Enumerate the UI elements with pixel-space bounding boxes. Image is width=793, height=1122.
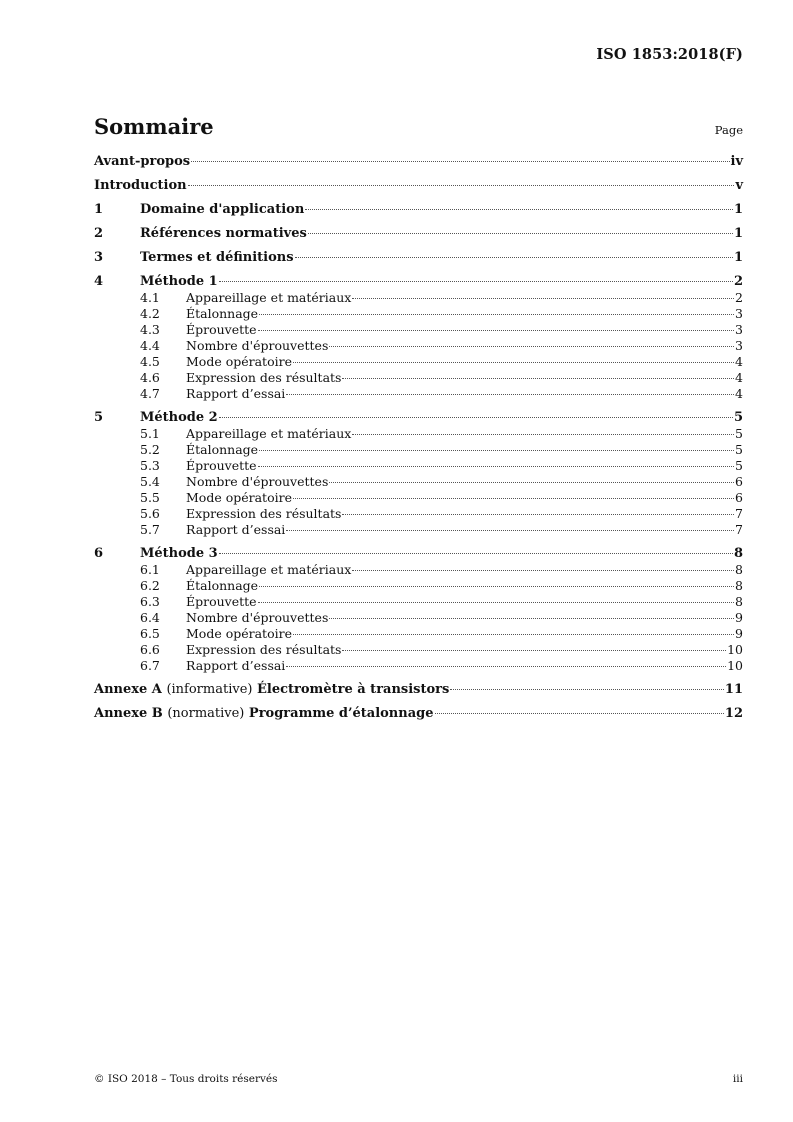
toc-entry-title: Appareillage et matériaux — [186, 426, 352, 441]
toc-entry-page: 8 — [735, 562, 743, 577]
toc-entry-page: 8 — [733, 546, 743, 561]
dot-leader — [329, 345, 734, 347]
toc-entry-number: 4.2 — [140, 306, 160, 321]
toc-entry-number: 4.3 — [140, 322, 160, 337]
toc-subentry[interactable] — [94, 426, 743, 442]
toc-entry-number: 6 — [94, 546, 104, 561]
dot-leader — [259, 585, 734, 587]
toc-entry-number: 2 — [94, 226, 104, 241]
toc-annex-entry[interactable] — [94, 682, 743, 698]
annex-title: Programme d’étalonnage — [248, 706, 434, 721]
toc-entry-page: 5 — [735, 426, 743, 441]
toc-entry-page: iv — [730, 154, 743, 169]
toc-subentry[interactable] — [94, 490, 743, 506]
toc-entry-page: 3 — [735, 322, 743, 337]
toc-entry-title: Expression des résultats — [186, 370, 342, 385]
toc-entry-title: Avant-propos — [94, 154, 191, 169]
toc-entry-page: 4 — [735, 386, 743, 401]
toc-entry-page: 4 — [735, 354, 743, 369]
toc-entry[interactable] — [94, 226, 743, 242]
dot-leader — [293, 361, 734, 363]
toc-entry-number: 6.1 — [140, 562, 160, 577]
dot-leader — [342, 513, 734, 515]
toc-entry[interactable] — [94, 546, 743, 562]
toc-entry-page: 6 — [735, 490, 743, 505]
page-footer — [94, 1073, 743, 1085]
toc-subentry[interactable] — [94, 562, 743, 578]
toc-entry-title: Étalonnage — [186, 578, 259, 593]
toc-entry-title: Nombre d'éprouvettes — [186, 610, 329, 625]
toc-subentry[interactable] — [94, 322, 743, 338]
toc-entry-number: 5 — [94, 410, 104, 425]
toc-subentry[interactable] — [94, 474, 743, 490]
toc-entry-page: 1 — [733, 226, 743, 241]
toc-entry-page: 9 — [735, 626, 743, 641]
toc-subentry[interactable] — [94, 338, 743, 354]
dot-leader — [259, 313, 734, 315]
toc-entry-page: 9 — [735, 610, 743, 625]
toc-entry-page: 1 — [733, 202, 743, 217]
toc-entry-page: 3 — [735, 306, 743, 321]
toc-entry-number: 1 — [94, 202, 104, 217]
footer-copyright: © ISO 2018 – Tous droits réservés — [94, 1073, 278, 1085]
toc-entry-page: 4 — [735, 370, 743, 385]
toc-entry-page: 2 — [735, 290, 743, 305]
toc-entry-title: Appareillage et matériaux — [186, 290, 352, 305]
toc-subentry[interactable] — [94, 354, 743, 370]
toc-subentry[interactable] — [94, 458, 743, 474]
toc-entry[interactable] — [94, 274, 743, 290]
toc-entry-number: 5.2 — [140, 442, 160, 457]
toc-entry-number: 6.7 — [140, 658, 160, 673]
toc-entry-title: Termes et définitions — [140, 250, 294, 265]
toc-entry-title: Références normatives — [140, 226, 307, 241]
toc-entry-page: 3 — [735, 338, 743, 353]
annex-label: Annexe B — [94, 706, 163, 721]
toc-entry-number: 6.2 — [140, 578, 160, 593]
toc-subentry[interactable] — [94, 522, 743, 538]
dot-leader — [352, 433, 734, 435]
footer-page-number: iii — [732, 1073, 743, 1085]
toc-entry[interactable] — [94, 250, 743, 266]
toc-entry-number: 4.5 — [140, 354, 160, 369]
toc-entry-title: Rapport d’essai — [186, 522, 286, 537]
toc-subentry[interactable] — [94, 626, 743, 642]
toc-entry-title: Éprouvette — [186, 322, 257, 337]
toc-entry-title: Expression des résultats — [186, 642, 342, 657]
toc-subentry[interactable] — [94, 290, 743, 306]
dot-leader — [258, 465, 734, 467]
toc-entry-number: 6.3 — [140, 594, 160, 609]
toc-entry-page: 6 — [735, 474, 743, 489]
toc-entry-number: 5.6 — [140, 506, 160, 521]
toc-entry-page: 8 — [735, 594, 743, 609]
dot-leader — [308, 232, 733, 234]
dot-leader — [259, 449, 734, 451]
dot-leader — [188, 184, 735, 186]
toc-entry-number: 5.7 — [140, 522, 160, 537]
toc-annex-entry[interactable] — [94, 706, 743, 722]
toc-entry-page: 5 — [735, 442, 743, 457]
toc-subentry[interactable] — [94, 370, 743, 386]
toc-entry-page: 7 — [735, 506, 743, 521]
toc-entry-number: 6.5 — [140, 626, 160, 641]
table-of-contents — [94, 154, 743, 722]
annex-qualifier: (normative) — [167, 706, 245, 721]
toc-entry-title: Nombre d'éprouvettes — [186, 474, 329, 489]
toc-heading — [94, 114, 743, 139]
toc-entry-number: 5.3 — [140, 458, 160, 473]
toc-entry[interactable] — [94, 202, 743, 218]
dot-leader — [286, 665, 726, 667]
dot-leader — [342, 377, 734, 379]
annex-title: Électromètre à transistors — [257, 682, 450, 697]
toc-entry[interactable] — [94, 178, 743, 194]
dot-leader — [329, 617, 734, 619]
toc-entry-title: Domaine d'application — [140, 202, 305, 217]
toc-entry-page: 12 — [724, 706, 743, 721]
dot-leader — [219, 416, 733, 418]
dot-leader — [295, 256, 733, 258]
toc-title: Sommaire — [94, 114, 214, 139]
dot-leader — [219, 552, 733, 554]
toc-subentry[interactable] — [94, 306, 743, 322]
toc-entry-number: 4.7 — [140, 386, 160, 401]
dot-leader — [352, 569, 734, 571]
toc-entry-page: 10 — [727, 642, 743, 657]
toc-entry-page: 2 — [733, 274, 743, 289]
annex-qualifier: (informative) — [166, 682, 253, 697]
toc-entry-number: 5.4 — [140, 474, 160, 489]
toc-entry-title: Nombre d'éprouvettes — [186, 338, 329, 353]
toc-entry-page: 5 — [733, 410, 743, 425]
document-reference: ISO 1853:2018(F) — [596, 46, 743, 63]
toc-entry-page: 11 — [724, 682, 743, 697]
toc-subentry[interactable] — [94, 658, 743, 674]
toc-entry-page: 5 — [735, 458, 743, 473]
toc-entry-number: 6.6 — [140, 642, 160, 657]
toc-entry-number: 4.4 — [140, 338, 160, 353]
toc-page-column-label: Page — [714, 123, 743, 137]
dot-leader — [293, 497, 734, 499]
toc-entry-page: 8 — [735, 578, 743, 593]
toc-entry-title: Mode opératoire — [186, 490, 292, 505]
dot-leader — [450, 688, 724, 690]
toc-entry-page: 7 — [735, 522, 743, 537]
dot-leader — [352, 297, 734, 299]
toc-entry-title: Méthode 3 — [140, 546, 218, 561]
dot-leader — [286, 393, 734, 395]
toc-entry-number: 3 — [94, 250, 104, 265]
dot-leader — [258, 329, 734, 331]
toc-subentry[interactable] — [94, 610, 743, 626]
toc-subentry[interactable] — [94, 642, 743, 658]
toc-entry-number: 4.6 — [140, 370, 160, 385]
toc-entry-title: Introduction — [94, 178, 187, 193]
toc-subentry[interactable] — [94, 442, 743, 458]
toc-subentry[interactable] — [94, 386, 743, 402]
dot-leader — [258, 601, 734, 603]
toc-entry-title: Éprouvette — [186, 458, 257, 473]
annex-label: Annexe A — [94, 682, 162, 697]
toc-entry-title: Rapport d’essai — [186, 658, 286, 673]
toc-entry-page: 10 — [727, 658, 743, 673]
toc-subentry[interactable] — [94, 578, 743, 594]
toc-entry-title: Mode opératoire — [186, 354, 292, 369]
dot-leader — [435, 712, 724, 714]
toc-entry-number: 5.5 — [140, 490, 160, 505]
toc-entry-title: Étalonnage — [186, 442, 259, 457]
toc-entry-title: Étalonnage — [186, 306, 259, 321]
toc-entry[interactable] — [94, 410, 743, 426]
toc-entry-number: 4.1 — [140, 290, 160, 305]
toc-entry-page: v — [735, 178, 743, 193]
toc-subentry[interactable] — [94, 506, 743, 522]
dot-leader — [305, 208, 733, 210]
dot-leader — [219, 280, 733, 282]
toc-entry-title: Appareillage et matériaux — [186, 562, 352, 577]
toc-entry-title: Méthode 2 — [140, 410, 218, 425]
dot-leader — [191, 160, 729, 162]
toc-entry[interactable] — [94, 154, 743, 170]
toc-entry-number: 5.1 — [140, 426, 160, 441]
toc-entry-page: 1 — [733, 250, 743, 265]
dot-leader — [342, 649, 726, 651]
dot-leader — [286, 529, 734, 531]
toc-entry-title: Méthode 1 — [140, 274, 218, 289]
toc-entry-title: Éprouvette — [186, 594, 257, 609]
toc-entry-number: 6.4 — [140, 610, 160, 625]
toc-entry-title: Mode opératoire — [186, 626, 292, 641]
toc-entry-number: 4 — [94, 274, 104, 289]
toc-entry-title: Rapport d’essai — [186, 386, 286, 401]
toc-subentry[interactable] — [94, 594, 743, 610]
dot-leader — [293, 633, 734, 635]
toc-entry-title: Expression des résultats — [186, 506, 342, 521]
dot-leader — [329, 481, 734, 483]
